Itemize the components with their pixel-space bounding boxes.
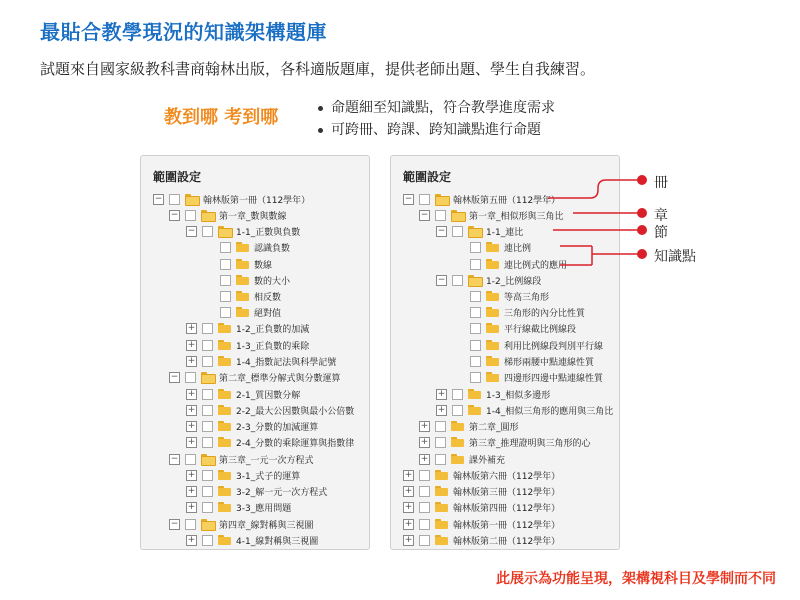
tree-row-label: 翰林版第三冊（112學年）	[453, 487, 561, 498]
feature-bullet: 命題細至知識點，符合教學進度需求	[318, 97, 555, 119]
annotation-dot	[637, 225, 647, 235]
tree-row-label: 4-1_線對稱與三視圖	[236, 536, 319, 547]
collapse-icon[interactable]: −	[154, 193, 163, 204]
tree-row-label: 2-4_分數的乘除運算與指數律	[236, 438, 355, 449]
tree-row-label: 第二章_標準分解式與分數運算	[219, 373, 341, 384]
tree-row-label: 1-1_正數與負數	[236, 227, 301, 238]
tree-row-label: 翰林版第一冊（112學年）	[203, 195, 311, 206]
collapse-icon[interactable]: −	[437, 225, 446, 236]
expand-icon[interactable]: +	[187, 534, 196, 545]
collapse-icon[interactable]: −	[187, 225, 196, 236]
annotation-dot	[637, 249, 647, 259]
feature-bullet: 可跨冊、跨課、跨知識點進行命題	[318, 119, 555, 141]
tree-row-label: 第一章_相似形與三角比	[469, 211, 564, 222]
tree-row-label: 第三章_一元一次方程式	[219, 455, 314, 466]
page-title: 最貼合教學現況的知識架構題庫	[40, 20, 327, 44]
tree-row-label: 平行線截比例線段	[504, 324, 577, 335]
collapse-icon[interactable]: −	[404, 193, 413, 204]
tree-row-label: 2-1_質因數分解	[236, 390, 301, 401]
tree-row-label: 翰林版第一冊（112學年）	[453, 520, 561, 531]
expand-icon[interactable]: +	[187, 322, 196, 333]
expand-icon[interactable]: +	[420, 453, 429, 464]
expand-icon[interactable]: +	[404, 469, 413, 480]
panel-title: 範圍設定	[153, 170, 202, 184]
tree-row-label: 1-2_正負數的加減	[236, 324, 310, 335]
expand-icon[interactable]: +	[404, 518, 413, 529]
collapse-icon[interactable]: −	[170, 453, 179, 464]
tree-row-label: 3-1_式子的運算	[236, 471, 301, 482]
tree-row-label: 第一章_數與數線	[219, 211, 287, 222]
tree-row-label: 2-3_分數的加減運算	[236, 422, 319, 433]
expand-icon[interactable]: +	[187, 469, 196, 480]
expand-icon[interactable]: +	[187, 355, 196, 366]
annotation-knowledge-point: 知識點	[654, 249, 696, 265]
tree-row-label: 等高三角形	[504, 292, 550, 303]
tree-row-label: 1-2_比例線段	[486, 276, 542, 287]
tree-row-label: 3-2_解一元一次方程式	[236, 487, 328, 498]
tree-row-label: 第三章_推理證明與三角形的心	[469, 438, 591, 449]
annotation-dot	[637, 175, 647, 185]
slogan: 教到哪 考到哪	[164, 107, 279, 128]
tree-row-label: 第二章_圓形	[469, 422, 519, 433]
expand-icon[interactable]: +	[187, 436, 196, 447]
expand-icon[interactable]: +	[187, 501, 196, 512]
tree-row-label: 連比例式的應用	[504, 260, 568, 271]
expand-icon[interactable]: +	[187, 420, 196, 431]
tree-row-label: 2-2_最大公因數與最小公倍數	[236, 406, 355, 417]
expand-icon[interactable]: +	[437, 388, 446, 399]
tree-row-label: 數的大小	[254, 276, 291, 287]
expand-icon[interactable]: +	[187, 485, 196, 496]
tree-row-label: 1-1_連比	[486, 227, 524, 238]
page-subtitle: 試題來自國家級教科書商翰林出版，各科適版題庫，提供老師出題、學生自我練習。	[40, 60, 596, 78]
expand-icon[interactable]: +	[437, 404, 446, 415]
expand-icon[interactable]: +	[187, 339, 196, 350]
tree-row-label: 相反數	[254, 292, 282, 303]
footer-note: 此展示為功能呈現，架構視科目及學制而不同	[496, 571, 776, 587]
tree-row-label: 利用比例線段判別平行線	[504, 341, 604, 352]
expand-icon[interactable]: +	[404, 485, 413, 496]
tree-row-label: 翰林版第五冊（112學年）	[453, 195, 561, 206]
annotation-chapter: 章	[654, 208, 668, 224]
annotation-section: 節	[654, 225, 668, 241]
tree-row-label: 翰林版第二冊（112學年）	[453, 536, 561, 547]
tree-row-label: 3-3_應用問題	[236, 503, 292, 514]
expand-icon[interactable]: +	[187, 404, 196, 415]
expand-icon[interactable]: +	[187, 388, 196, 399]
tree-row-label: 連比例	[504, 243, 532, 254]
annotation-dot	[637, 208, 647, 218]
tree-row-label: 第四章_線對稱與三視圖	[219, 520, 314, 531]
collapse-icon[interactable]: −	[170, 371, 179, 382]
tree-row-label: 1-4_相似三角形的應用與三角比	[486, 406, 614, 417]
tree-row-label: 1-3_正負數的乘除	[236, 341, 310, 352]
tree-row-label: 數線	[254, 260, 273, 271]
tree-row-label: 梯形兩腰中點連線性質	[504, 357, 595, 368]
expand-icon[interactable]: +	[420, 436, 429, 447]
collapse-icon[interactable]: −	[420, 209, 429, 220]
panel-title: 範圍設定	[403, 170, 452, 184]
tree-row-label: 翰林版第六冊（112學年）	[453, 471, 561, 482]
collapse-icon[interactable]: −	[170, 209, 179, 220]
collapse-icon[interactable]: −	[170, 518, 179, 529]
collapse-icon[interactable]: −	[437, 274, 446, 285]
tree-row-label: 絕對值	[254, 308, 282, 319]
tree-row-label: 1-4_指數記法與科學記號	[236, 357, 337, 368]
tree-row-label: 三角形的內分比性質	[504, 308, 586, 319]
annotation-volume: 冊	[654, 175, 668, 191]
expand-icon[interactable]: +	[420, 420, 429, 431]
expand-icon[interactable]: +	[404, 501, 413, 512]
tree-row-label: 課外補充	[469, 455, 506, 466]
tree-row-label: 翰林版第四冊（112學年）	[453, 503, 561, 514]
tree-row-label: 1-3_相似多邊形	[486, 390, 551, 401]
expand-icon[interactable]: +	[404, 534, 413, 545]
tree-row-label: 四邊形四邊中點連線性質	[504, 373, 604, 384]
tree-row-label: 認識負數	[254, 243, 291, 254]
